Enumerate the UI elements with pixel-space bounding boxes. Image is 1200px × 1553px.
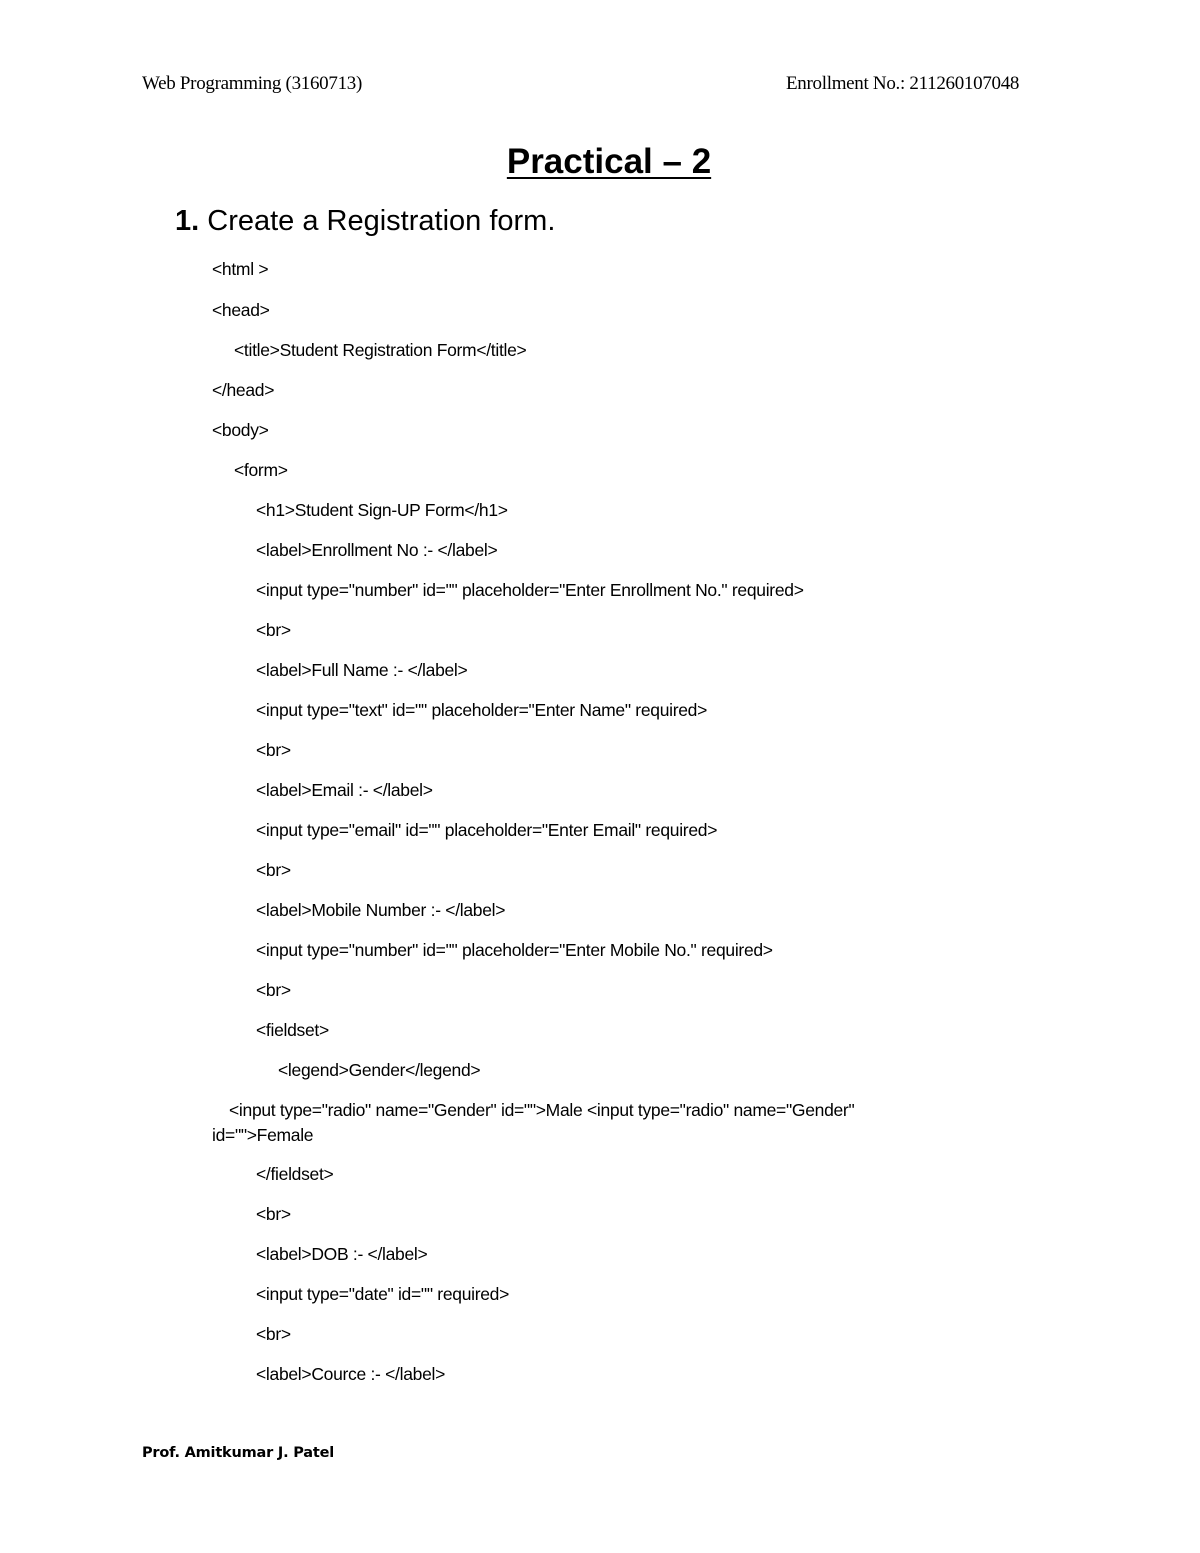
code-line: <br> bbox=[256, 740, 291, 760]
code-line: <br> bbox=[256, 1324, 291, 1344]
code-line: <label>Cource :- </label> bbox=[256, 1364, 446, 1384]
code-line: <input type="radio" name="Gender" id="">Male <input type="radio" name="Gender" bbox=[229, 1100, 855, 1120]
code-line: <label>DOB :- </label> bbox=[256, 1244, 428, 1264]
code-line: <input type="number" id="" placeholder="Enter Enrollment No." required> bbox=[256, 580, 804, 600]
code-line: </fieldset> bbox=[256, 1164, 334, 1184]
code-line: <input type="date" id="" required> bbox=[256, 1284, 510, 1304]
code-line: <label>Mobile Number :- </label> bbox=[256, 900, 506, 920]
question-heading bbox=[175, 205, 555, 238]
footer-author: Prof. Amitkumar J. Patel bbox=[142, 1445, 335, 1461]
code-line: <label>Enrollment No :- </label> bbox=[256, 540, 498, 560]
code-line: <form> bbox=[234, 460, 288, 480]
code-line: id="">Female bbox=[212, 1125, 314, 1145]
code-line: <br> bbox=[256, 860, 291, 880]
code-line: <body> bbox=[212, 420, 269, 440]
code-line: <fieldset> bbox=[256, 1020, 329, 1040]
code-line: <input type="text" id="" placeholder="Enter Name" required> bbox=[256, 700, 708, 720]
code-line: </head> bbox=[212, 380, 275, 400]
code-line: <input type="email" id="" placeholder="Enter Email" required> bbox=[256, 820, 718, 840]
question-number: 1. bbox=[175, 205, 200, 237]
header-course: Web Programming (3160713) bbox=[142, 73, 362, 94]
header-enrollment: Enrollment No.: 211260107048 bbox=[786, 73, 1020, 94]
code-line: <label>Email :- </label> bbox=[256, 780, 433, 800]
code-line: <legend>Gender</legend> bbox=[278, 1060, 481, 1080]
code-line: <br> bbox=[256, 1204, 291, 1224]
code-line: <label>Full Name :- </label> bbox=[256, 660, 468, 680]
code-line: <html > bbox=[212, 259, 269, 279]
code-line: <title>Student Registration Form</title> bbox=[234, 340, 527, 360]
code-line: <br> bbox=[256, 980, 291, 1000]
code-line: <h1>Student Sign-UP Form</h1> bbox=[256, 500, 508, 520]
code-line: <br> bbox=[256, 620, 291, 640]
page-title: Practical – 2 bbox=[506, 142, 712, 181]
code-line: <head> bbox=[212, 300, 270, 320]
code-line: <input type="number" id="" placeholder="Enter Mobile No." required> bbox=[256, 940, 773, 960]
question-text: Create a Registration form. bbox=[207, 205, 556, 237]
